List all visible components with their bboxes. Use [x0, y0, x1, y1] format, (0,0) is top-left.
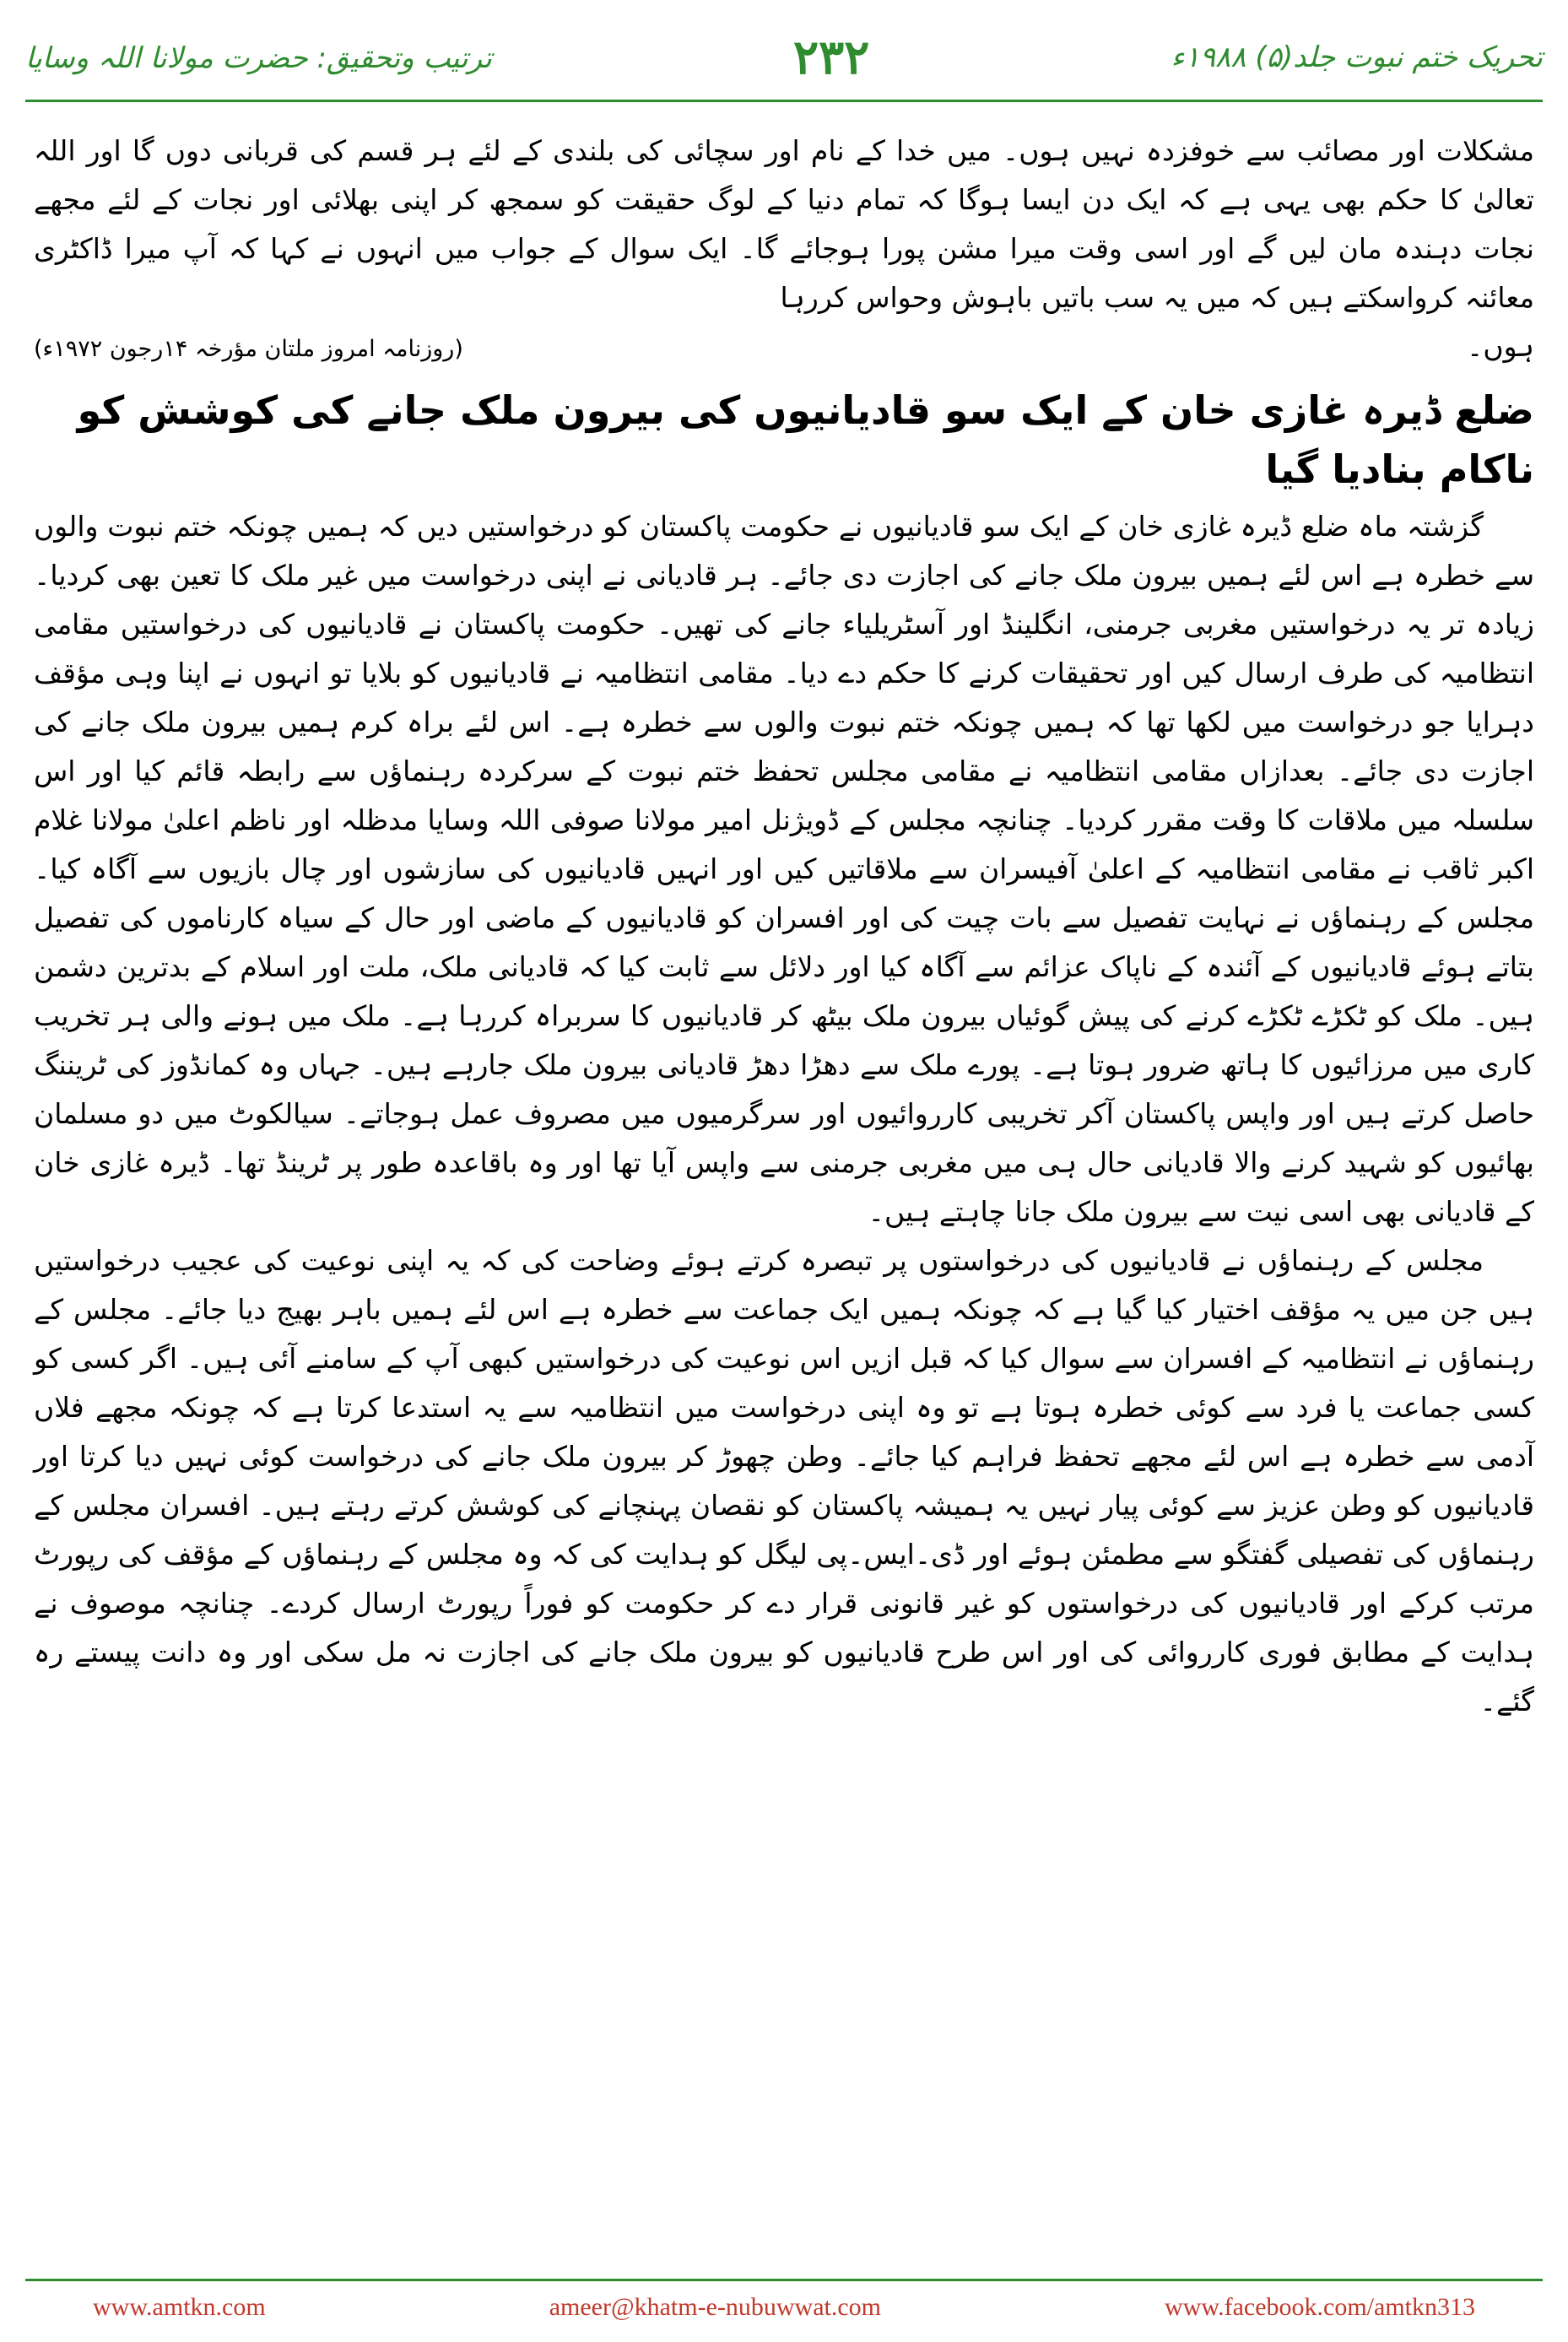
source-citation: (روزنامہ امروز ملتان مؤرخہ ۱۴رجون ۱۹۷۲ء)	[34, 336, 463, 362]
website-link[interactable]: www.amtkn.com	[93, 2293, 266, 2321]
paragraph-1: گزشتہ ماہ ضلع ڈیرہ غازی خان کے ایک سو قادیانیوں نے حکومت پاکستان کو درخواستیں دیں کہ ہمیں چونکہ ختم نبوت والوں سے خطرہ ہے اس لئے ہمیں بیرون ملک جانے کی اجازت دی جائے۔ ہر قادیانی نے اپنی درخواست میں غیر ملک کا تعین بھی کردیا۔ زیادہ تر یہ درخواستیں مغربی جرمنی، انگلینڈ اور آسٹریلیاء جانے کی تھیں۔ حکومت پاکستان نے قادیانیوں کی درخواستیں مقامی انتظامیہ کی طرف ارسال کیں اور تحقیقات کرنے کا حکم دے دیا۔ مقامی انتظامیہ نے قادیانیوں کو بلایا تو انہوں نے اپنا وہی مؤقف دہرایا جو درخواست میں لکھا تھا کہ ہمیں چونکہ ختم نبوت والوں سے خطرہ ہے۔ اس لئے براہ کرم ہمیں بیرون ملک جانے کی اجازت دی جائے۔ بعدازاں مقامی انتظامیہ نے مقامی مجلس تحفظ ختم نبوت کے سرکردہ رہنماؤں سے رابطہ قائم کیا اور اس سلسلہ میں ملاقات کا وقت مقرر کردیا۔ چنانچہ مجلس کے ڈویژنل امیر مولانا صوفی اللہ وسایا مدظلہ اور ناظم اعلیٰ مولانا غلام اکبر ثاقب نے مقامی انتظامیہ کے اعلیٰ آفیسران سے ملاقاتیں کیں اور انہیں قادیانیوں کی سازشوں اور چال بازیوں سے آگاہ کیا۔ مجلس کے رہنماؤں نے نہایت تفصیل سے بات چیت کی اور افسران کو قادیانیوں کے ماضی اور حال کے سیاہ کارناموں کی تفصیل بتاتے ہوئے قادیانیوں کے آئندہ کے ناپاک عزائم سے آگاہ کیا اور دلائل سے ثابت کیا کہ قادیانی ملک، ملت اور اسلام کے بدترین دشمن ہیں۔ ملک کو ٹکڑے ٹکڑے کرنے کی پیش گوئیاں بیرون ملک بیٹھ کر قادیانیوں کا سربراہ کررہا ہے۔ ملک میں ہونے والی ہر تخریب کاری میں مرزائیوں کا ہاتھ ضرور ہوتا ہے۔ پورے ملک سے دھڑا دھڑ قادیانی بیرون ملک جارہے ہیں۔ جہاں وہ کمانڈوز کی ٹریننگ حاصل کرتے ہیں اور واپس پاکستان آکر تخریبی کارروائیوں اور سرگرمیوں میں مصروف عمل ہوجاتے۔ سیالکوٹ میں دو مسلمان بھائیوں کو شہید کرنے والا قادیانی حال ہی میں مغربی جرمنی سے واپس آیا تھا اور وہ باقاعدہ طور پر ٹرینڈ تھا۔ ڈیرہ غازی خان کے قادیانی بھی اسی نیت سے بیرون ملک جانا چاہتے ہیں۔	[34, 510, 1534, 1228]
facebook-link[interactable]: www.facebook.com/amtkn313	[1165, 2293, 1475, 2321]
page-footer	[93, 2289, 1475, 2326]
book-title: تحریک ختم نبوت جلد(۵) ۱۹۸۸ء	[1171, 41, 1543, 74]
footer-divider	[25, 2279, 1543, 2281]
page-number: ۲۳۲	[793, 30, 870, 85]
email-link[interactable]: ameer@khatm-e-nubuwwat.com	[549, 2293, 882, 2321]
page-header	[25, 24, 1543, 91]
intro-paragraph: مشکلات اور مصائب سے خوفزدہ نہیں ہوں۔ میں خدا کے نام اور سچائی کی بلندی کے لئے ہر قسم کی قربانی دوں گا اور اللہ تعالیٰ کا حکم بھی یہی ہے کہ ایک دن ایسا ہوگا کہ تمام دنیا کے لوگ حقیقت کو سمجھ کر اپنی بھلائی اور نجات کے لئے مجھے نجات دہندہ مان لیں گے اور اسی وقت میرا مشن پورا ہوجائے گا۔ ایک سوال کے جواب میں انہوں نے کہا کہ آپ میرا ڈاکٹری معائنہ کرواسکتے ہیں کہ میں یہ سب باتیں باہوش وحواس کررہا	[34, 134, 1534, 314]
intro-end: ہوں۔	[1467, 330, 1534, 363]
section-heading: ضلع ڈیرہ غازی خان کے ایک سو قادیانیوں کی بیرون ملک جانے کی کوشش کو ناکام بنادیا گیا	[77, 387, 1534, 492]
compiler-credit: ترتیب وتحقیق: حضرت مولانا اللہ وسایا	[25, 41, 492, 75]
header-divider	[25, 100, 1543, 102]
paragraph-2: مجلس کے رہنماؤں نے قادیانیوں کی درخواستوں پر تبصرہ کرتے ہوئے وضاحت کی کہ یہ اپنی نوعیت کی عجیب درخواستیں ہیں جن میں یہ مؤقف اختیار کیا گیا ہے کہ چونکہ ہمیں ایک جماعت سے خطرہ ہے اس لئے ہمیں باہر بھیج دیا جائے۔ مجلس کے رہنماؤں نے انتظامیہ کے افسران سے سوال کیا کہ قبل ازیں اس نوعیت کی درخواستیں کبھی آپ کے سامنے آئی ہیں۔ اگر کسی کو کسی جماعت یا فرد سے کوئی خطرہ ہوتا ہے تو وہ اپنی درخواست میں انتظامیہ سے یہ استدعا کرتا ہے کہ چونکہ مجھے فلاں آدمی سے خطرہ ہے اس لئے مجھے تحفظ فراہم کیا جائے۔ وطن چھوڑ کر بیرون ملک جانے کی درخواست کوئی نہیں دیا کرتا اور قادیانیوں کو وطن عزیز سے کوئی پیار نہیں یہ ہمیشہ پاکستان کو نقصان پہنچانے کی کوشش کرتے رہتے ہیں۔ افسران مجلس کے رہنماؤں کی تفصیلی گفتگو سے مطمئن ہوئے اور ڈی۔ایس۔پی لیگل کو ہدایت کی کہ وہ مجلس کے رہنماؤں کے مؤقف کی رپورٹ مرتب کرکے اور قادیانیوں کی درخواستوں کو غیر قانونی قرار دے کر حکومت کو فوراً رپورٹ ارسال کردے۔ چنانچہ موصوف نے ہدایت کے مطابق فوری کارروائی کی اور اس طرح قادیانیوں کو بیرون ملک جانے کی اجازت نہ مل سکی اور وہ دانت پیستے رہ گئے۔	[34, 1244, 1534, 1717]
citation-line	[34, 322, 1534, 374]
page-body	[34, 127, 1534, 1726]
